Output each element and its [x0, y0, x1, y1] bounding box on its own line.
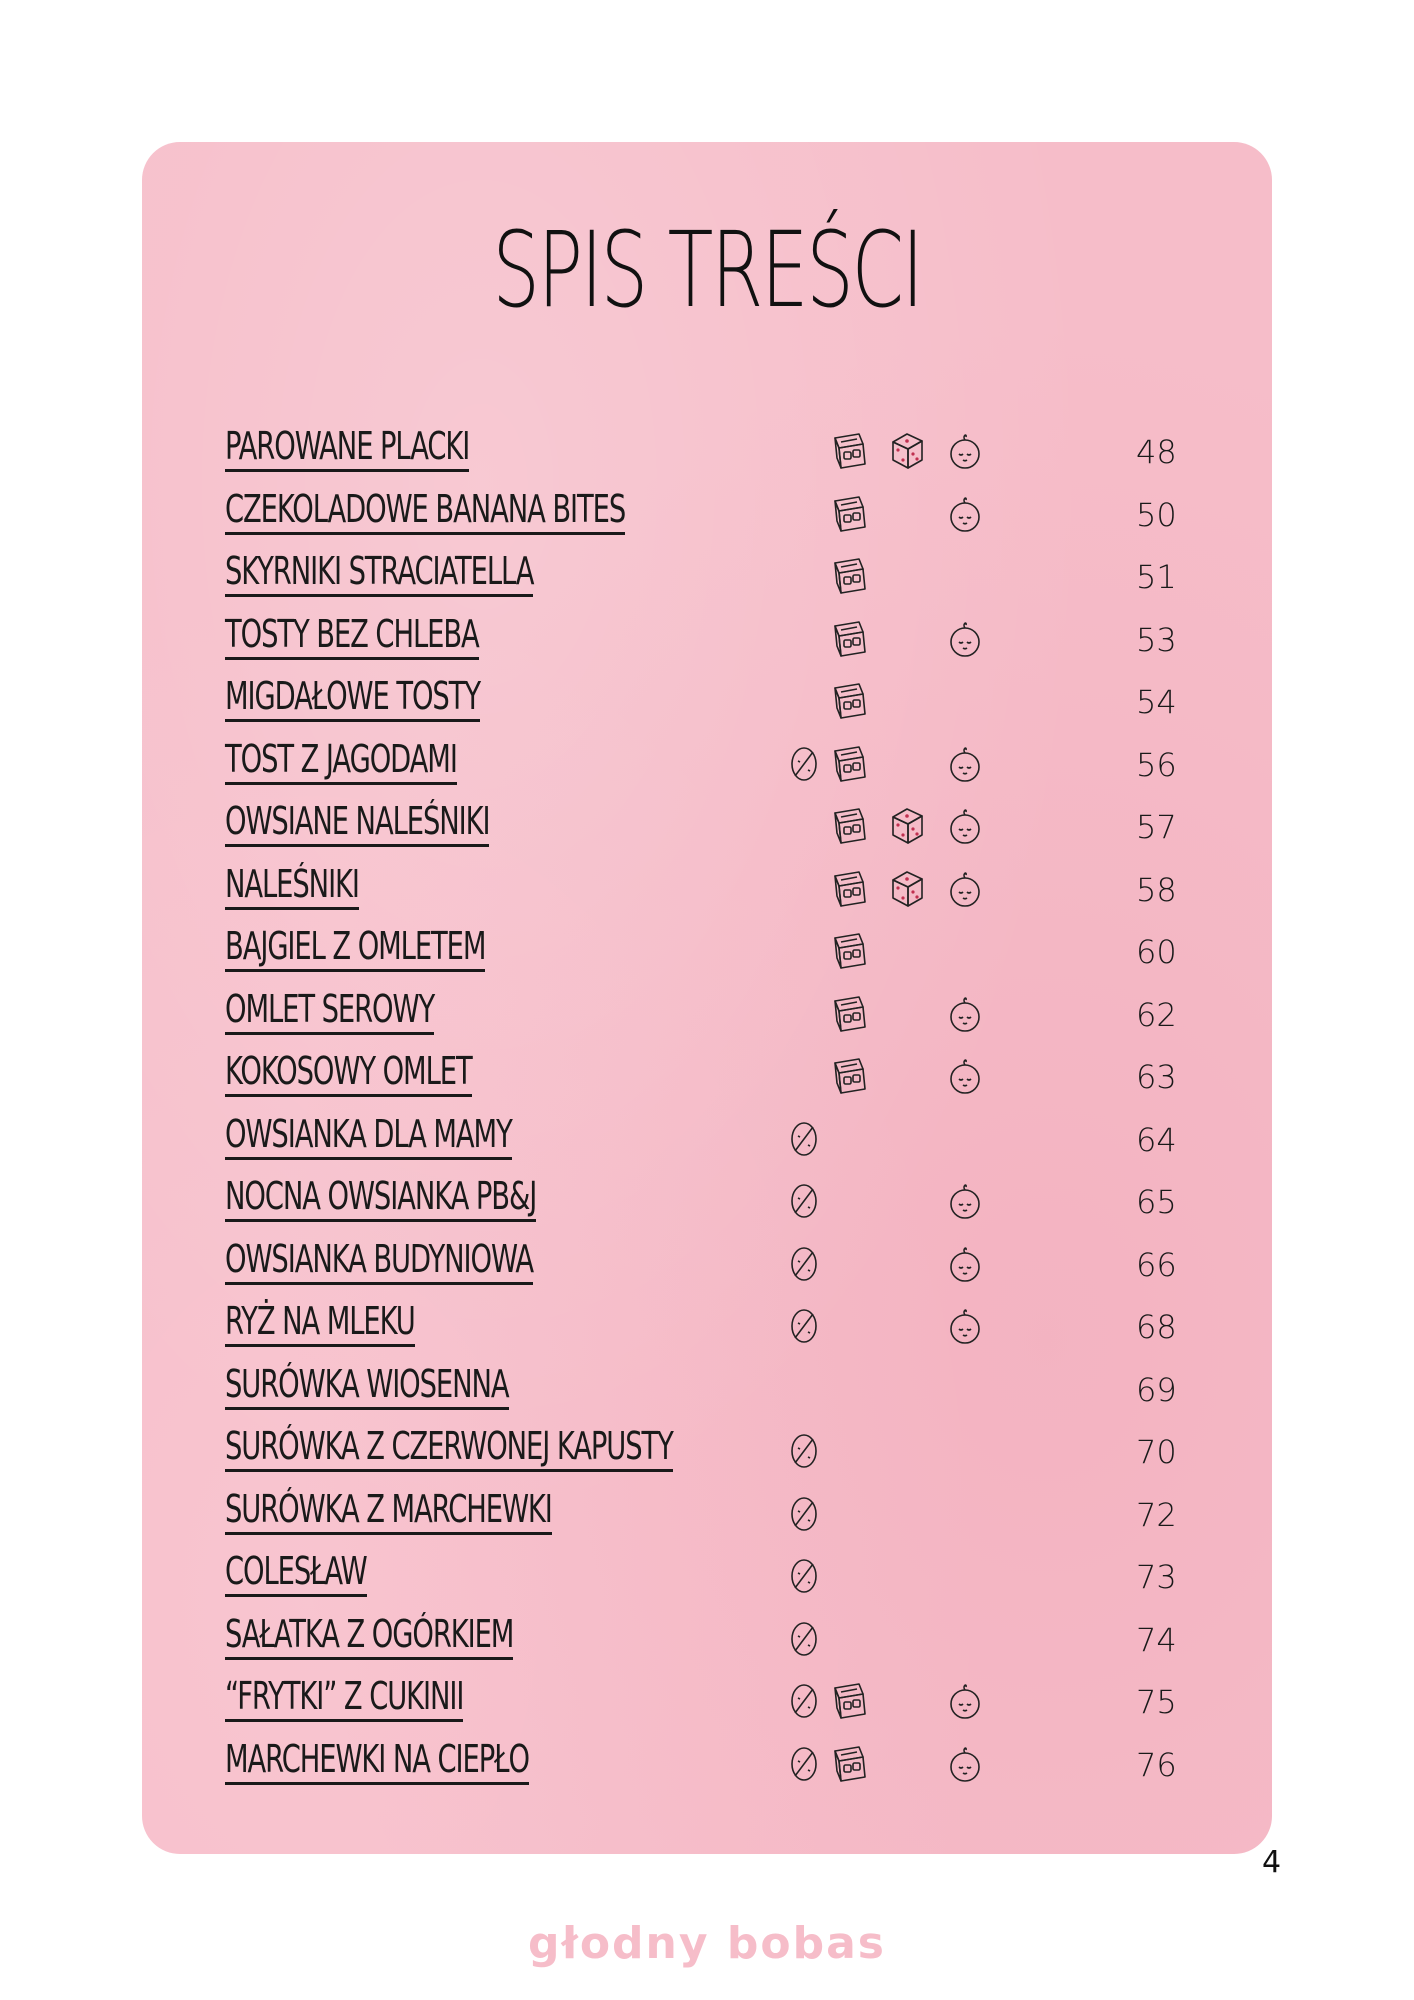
baby-icon	[945, 493, 985, 535]
toc-entry-page: 64	[1136, 1120, 1177, 1159]
toc-entry-page: 48	[1136, 433, 1177, 471]
toc-entry-page: 73	[1136, 1558, 1177, 1596]
toc-entry-page: 68	[1136, 1308, 1177, 1346]
toc-entry[interactable]	[0, 1420, 1414, 1482]
dice-icon	[887, 868, 927, 910]
toc-entry[interactable]	[0, 1608, 1414, 1670]
page-number: 4	[1262, 1845, 1282, 1880]
toc-entry-page: 60	[1136, 933, 1177, 971]
lunchbox-icon	[829, 868, 869, 910]
toc-entry-page: 65	[1136, 1183, 1177, 1221]
toc-entry[interactable]	[0, 545, 1414, 607]
toc-entry-title[interactable]: “FRYTKI” Z CUKINII	[225, 1674, 464, 1718]
toc-entry[interactable]	[0, 1233, 1414, 1295]
baby-icon	[945, 868, 985, 910]
baby-icon	[945, 1743, 985, 1785]
toc-entry-underline	[225, 1532, 552, 1535]
brand-logo: głodny bobas	[528, 1918, 886, 1969]
toc-entry-page: 54	[1136, 683, 1177, 721]
lunchbox-icon	[829, 1680, 869, 1722]
toc-entry-underline	[225, 594, 533, 597]
toc-entry[interactable]	[0, 1545, 1414, 1607]
watermelon-icon	[784, 1618, 824, 1660]
toc-entry-page: 74	[1136, 1620, 1177, 1659]
toc-entry-underline	[225, 1219, 536, 1222]
toc-entry-underline	[225, 782, 457, 785]
toc-entry-title[interactable]: OWSIANKA DLA MAMY	[225, 1111, 512, 1156]
lunchbox-icon	[829, 680, 869, 722]
toc-entry-underline	[225, 969, 485, 972]
toc-entry-title[interactable]: SAŁATKA Z OGÓRKIEM	[225, 1611, 514, 1656]
baby-icon	[945, 1680, 985, 1722]
toc-entry-underline	[225, 1594, 367, 1597]
watermelon-icon	[784, 1118, 824, 1160]
toc-entry-title[interactable]: SURÓWKA Z MARCHEWKI	[225, 1486, 552, 1531]
toc-entry[interactable]	[0, 608, 1414, 670]
toc-entry[interactable]	[0, 1358, 1414, 1420]
toc-entry-page: 70	[1136, 1433, 1177, 1471]
toc-entry-underline	[225, 657, 479, 660]
baby-icon	[945, 743, 985, 785]
baby-icon	[945, 1305, 985, 1347]
lunchbox-icon	[829, 555, 869, 597]
watermelon-icon	[784, 1555, 824, 1597]
toc-entry-page: 69	[1136, 1370, 1177, 1409]
dice-icon	[887, 805, 927, 847]
watermelon-icon	[784, 1743, 824, 1785]
toc-entry-page: 56	[1136, 745, 1177, 784]
toc-entry[interactable]	[0, 1045, 1414, 1107]
toc-entry-page: 51	[1136, 558, 1177, 596]
lunchbox-icon	[829, 805, 869, 847]
toc-entry-underline	[225, 1282, 533, 1285]
watermelon-icon	[784, 1493, 824, 1535]
toc-entry-underline	[225, 1719, 463, 1722]
lunchbox-icon	[829, 930, 869, 972]
toc-entry-title[interactable]: SURÓWKA WIOSENNA	[225, 1361, 509, 1406]
toc-entry-page: 58	[1136, 870, 1177, 909]
toc-entry-title[interactable]: OWSIANE NALEŚNIKI	[225, 799, 490, 843]
baby-icon	[945, 1055, 985, 1097]
lunchbox-icon	[829, 493, 869, 535]
toc-entry-title[interactable]: NALEŚNIKI	[225, 861, 359, 906]
watermelon-icon	[784, 1305, 824, 1347]
lunchbox-icon	[829, 993, 869, 1035]
toc-entry-page: 62	[1136, 995, 1177, 1034]
lunchbox-icon	[829, 1743, 869, 1785]
toc-entry[interactable]	[0, 983, 1414, 1045]
toc-entry[interactable]	[0, 670, 1414, 732]
toc-entry-underline	[225, 1469, 673, 1472]
toc-entry[interactable]	[0, 1483, 1414, 1545]
toc-entry-title[interactable]: TOST Z JAGODAMI	[225, 736, 457, 781]
lunchbox-icon	[829, 430, 869, 472]
toc-entry-title[interactable]: MIGDAŁOWE TOSTY	[225, 674, 480, 718]
toc-entry-title[interactable]: OMLET SEROWY	[225, 986, 435, 1031]
toc-entry-page: 75	[1136, 1683, 1177, 1721]
toc-entry[interactable]	[0, 483, 1414, 545]
toc-entry[interactable]	[0, 1733, 1414, 1795]
toc-entry[interactable]	[0, 1108, 1414, 1170]
toc-entry-title[interactable]: TOSTY BEZ CHLEBA	[225, 611, 479, 656]
toc-entry-page: 53	[1136, 620, 1177, 659]
toc-entry-title[interactable]: CZEKOLADOWE BANANA BITES	[225, 486, 626, 531]
toc-entry-title[interactable]: MARCHEWKI NA CIEPŁO	[225, 1736, 529, 1781]
toc-entry-title[interactable]: NOCNA OWSIANKA PB&J	[225, 1174, 537, 1218]
toc-entry[interactable]	[0, 733, 1414, 795]
toc-entry[interactable]	[0, 1170, 1414, 1232]
baby-icon	[945, 993, 985, 1035]
toc-entry-page: 76	[1136, 1745, 1177, 1784]
toc-entry-underline	[225, 719, 480, 722]
baby-icon	[945, 1243, 985, 1285]
toc-entry-page: 66	[1136, 1245, 1177, 1284]
toc-entry[interactable]	[0, 795, 1414, 857]
toc-entry-page: 50	[1136, 495, 1177, 534]
toc-entry-underline	[225, 1657, 513, 1660]
toc-entry-underline	[225, 907, 359, 910]
lunchbox-icon	[829, 618, 869, 660]
toc-entry-underline	[225, 1094, 472, 1097]
toc-entry-title[interactable]: KOKOSOWY OMLET	[225, 1049, 472, 1093]
page-title: SPIS TREŚCI	[492, 209, 922, 331]
toc-entry-underline	[225, 532, 625, 535]
baby-icon	[945, 805, 985, 847]
toc-entry-underline	[225, 1157, 512, 1160]
baby-icon	[945, 618, 985, 660]
watermelon-icon	[784, 743, 824, 785]
toc-entry-underline	[225, 1032, 434, 1035]
toc-entry-title[interactable]: RYŻ NA MLEKU	[225, 1299, 415, 1343]
toc-entry-underline	[225, 469, 469, 472]
baby-icon	[945, 430, 985, 472]
toc-entry-page: 63	[1136, 1058, 1177, 1096]
toc-entry-underline	[225, 1407, 509, 1410]
toc-entry-title[interactable]: PAROWANE PLACKI	[225, 424, 470, 468]
toc-entry-title[interactable]: BAJGIEL Z OMLETEM	[225, 924, 486, 968]
watermelon-icon	[784, 1243, 824, 1285]
toc-entry-title[interactable]: SURÓWKA Z CZERWONEJ KAPUSTY	[225, 1424, 673, 1468]
watermelon-icon	[784, 1680, 824, 1722]
toc-entry-page: 72	[1136, 1495, 1177, 1534]
toc-entry[interactable]	[0, 420, 1414, 482]
toc-entry[interactable]	[0, 1295, 1414, 1357]
dice-icon	[887, 430, 927, 472]
toc-entry-underline	[225, 844, 489, 847]
baby-icon	[945, 1180, 985, 1222]
watermelon-icon	[784, 1180, 824, 1222]
watermelon-icon	[784, 1430, 824, 1472]
toc-entry-underline	[225, 1344, 415, 1347]
toc-entry-title[interactable]: OWSIANKA BUDYNIOWA	[225, 1236, 534, 1281]
lunchbox-icon	[829, 743, 869, 785]
toc-entry[interactable]	[0, 920, 1414, 982]
toc-entry-underline	[225, 1782, 529, 1785]
toc-entry[interactable]	[0, 1670, 1414, 1732]
toc-entry-page: 57	[1136, 808, 1177, 846]
lunchbox-icon	[829, 1055, 869, 1097]
toc-entry[interactable]	[0, 858, 1414, 920]
toc-entry-title[interactable]: COLESŁAW	[225, 1549, 367, 1593]
toc-entry-title[interactable]: SKYRNIKI STRACIATELLA	[225, 549, 534, 593]
